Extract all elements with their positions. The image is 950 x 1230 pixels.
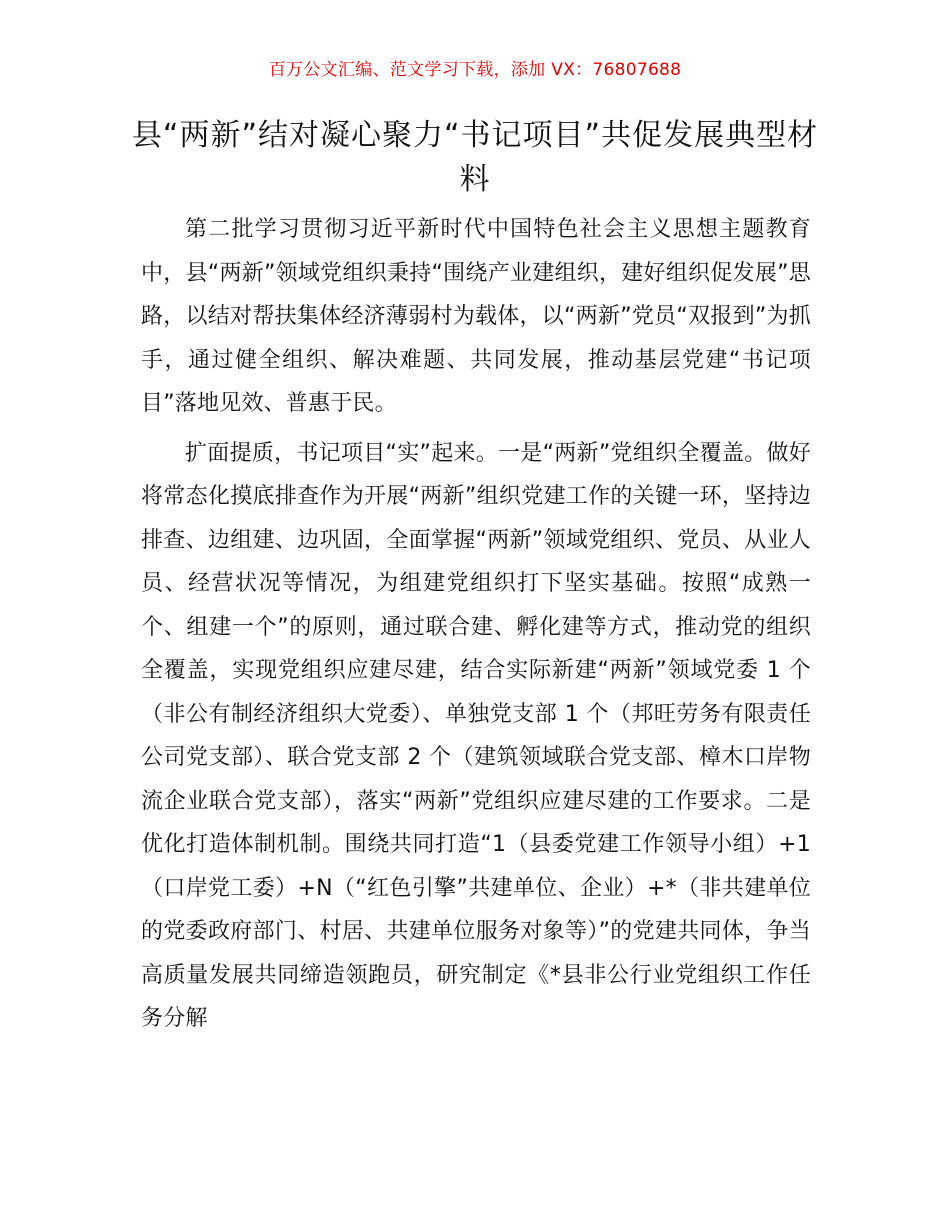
- body-paragraph-2: 扩面提质，书记项目“实”起来。一是“两新”党组织全覆盖。做好将常态化摸底排查作为开展“两新”组织党建工作的关键一环，坚持边排查、边组建、边巩固，全面掌握“两新”领域党组织、党员、从业人员、经营状况等情况，为组建党组织打下坚实基础。按照“成熟一个、组建一个”的原则，通过联合建、孵化建等方式，推动党的组织全覆盖，实现党组织应建尽建，结合实际新建“两新”领域党委 1 个（非公有制经济组织大党委）、单独党支部 1 个（邦旺劳务有限责任公司党支部）、联合党支部 2 个（建筑领域联合党支部、樟木口岸物流企业联合党支部），落实“两新”党组织应建尽建的工作要求。二是优化打造体制机制。围绕共同打造“1（县委党建工作领导小组）+1（口岸党工委）+N（“红色引擎”共建单位、企业）+*（非共建单位的党委政府部门、村居、共建单位服务对象等）”的党建共同体，争当高质量发展共同缔造领跑员，研究制定《*县非公行业党组织工作任务分解: [141, 440, 811, 1031]
- body-paragraph-1: 第二批学习贯彻习近平新时代中国特色社会主义思想主题教育中，县“两新”领域党组织秉持“围绕产业建组织，建好组织促发展”思路，以结对帮扶集体经济薄弱村为载体，以“两新”党员“双报到”为抓手，通过健全组织、解决难题、共同发展，推动基层党建“书记项目”落地见效、普惠于民。: [141, 217, 811, 416]
- document-title: 县“两新”结对凝心聚力“书记项目”共促发展典型材料: [131, 118, 819, 197]
- document-body: [141, 208, 811, 1041]
- watermark-header-note: 百万公文汇编、范文学习下载，添加 VX：76807688: [268, 60, 682, 80]
